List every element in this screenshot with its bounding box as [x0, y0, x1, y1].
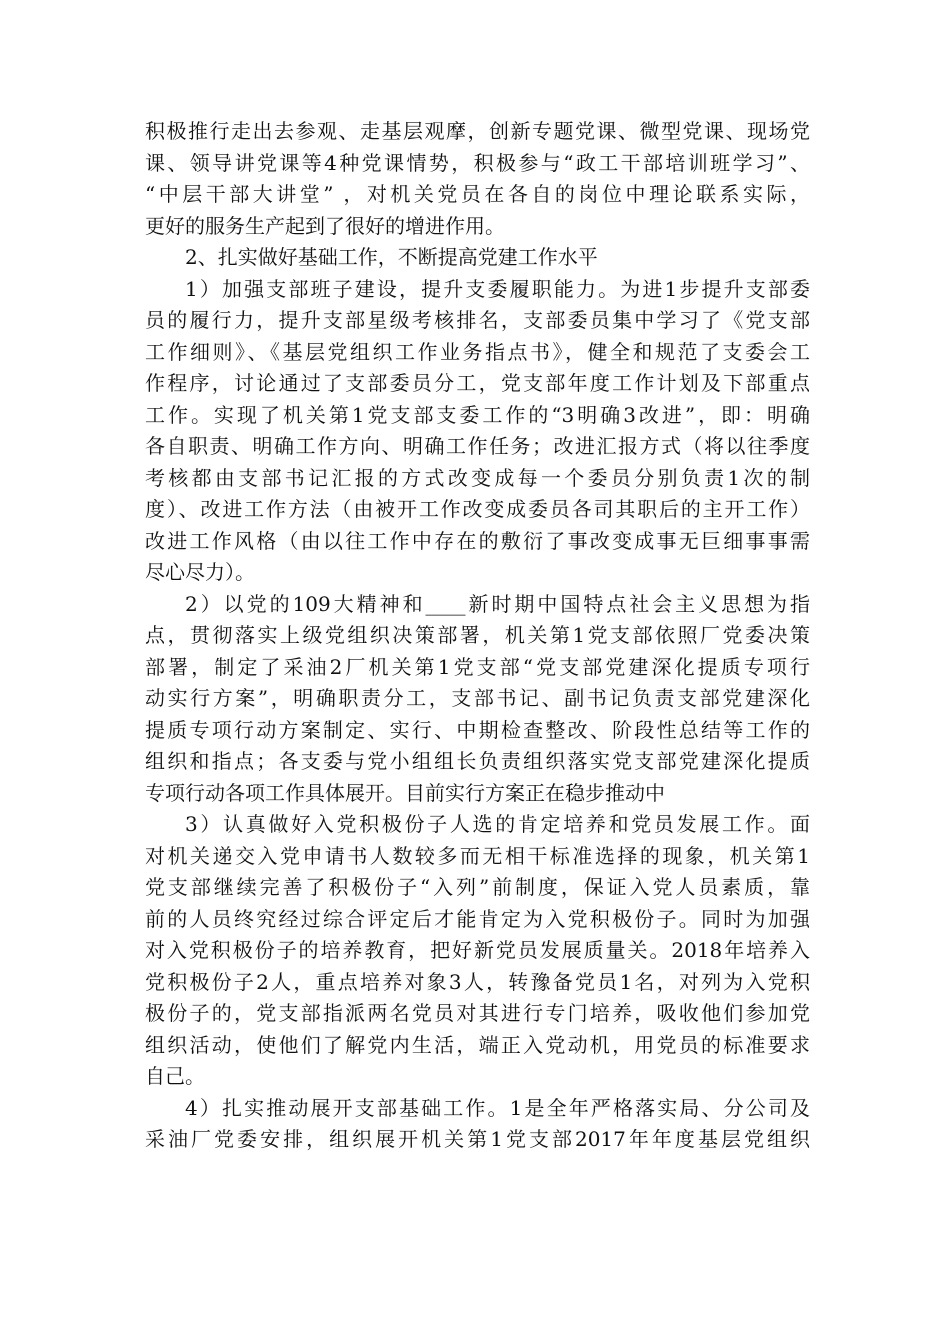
text-line: 党支部继续完善了积极份子“入列”前制度，保证入党人员素质，靠 [145, 875, 810, 899]
text-line: 提质专项行动方案制定、实行、中期检查整改、阶段性总结等工作的 [145, 717, 810, 742]
text-line: 前的人员终究经过综合评定后才能肯定为入党积极份子。同时为加强 [145, 906, 810, 931]
text-line: 度）、改进工作方法（由被开工作改变成委员各司其职后的主开工作） [145, 497, 810, 521]
text-line: 1）加强支部班子建设，提升支委履职能力。为进1步提升支部委 [185, 276, 810, 301]
text-line: 考核都由支部书记汇报的方式改变成每一个委员分别负责1次的制 [145, 465, 810, 490]
text-line: 工作。实现了机关第1党支部支委工作的“3明确3改进”，即：明确 [145, 402, 810, 427]
text-line: 自己。 [145, 1064, 205, 1088]
text-line: 极份子的，党支部指派两名党员对其进行专门培养，吸收他们参加党 [145, 1001, 810, 1025]
text-line: 4）扎实推动展开支部基础工作。1是全年严格落实局、分公司及 [185, 1095, 810, 1120]
text-line: 工作细则》、《基层党组织工作业务指点书》，健全和规范了支委会工 [145, 339, 810, 364]
text-line: 改进工作风格（由以往工作中存在的敷衍了事改变成事无巨细事事需 [145, 528, 810, 553]
text-line: 部署，制定了采油2厂机关第1党支部“党支部党建深化提质专项行 [145, 654, 810, 679]
document-body [145, 116, 810, 1156]
text-line: 课、领导讲党课等4种党课情势，积极参与“政工干部培训班学习”、 [145, 150, 810, 175]
text-line: 2、扎实做好基础工作，不断提高党建工作水平 [185, 245, 598, 269]
text-line: 点，贯彻落实上级党组织决策部署，机关第1党支部依照厂党委决策 [145, 623, 810, 647]
text-line: “中层干部大讲堂” ，对机关党员在各自的岗位中理论联系实际， [145, 182, 810, 206]
text-line: 各自职责、明确工作方向、明确工作任务；改进汇报方式（将以往季度 [145, 434, 810, 458]
text-line: 动实行方案”，明确职责分工，支部书记、副书记负责支部党建深化 [145, 686, 810, 710]
text-line: 员的履行力，提升支部星级考核排名，支部委员集中学习了《党支部 [145, 308, 810, 332]
text-line: 积极推行走出去参观、走基层观摩，创新专题党课、微型党课、现场党 [145, 119, 810, 143]
text-line: 组织活动，使他们了解党内生活，端正入党动机，用党员的标准要求 [145, 1032, 810, 1057]
text-line: 采油厂党委安排，组织展开机关第1党支部2017年年度基层党组织 [145, 1127, 810, 1151]
text-line: 尽心尽力）。 [145, 560, 255, 584]
text-line: 组织和指点；各支委与党小组组长负责组织落实党支部党建深化提质 [145, 749, 810, 773]
text-line: 更好的服务生产起到了很好的增进作用。 [145, 213, 505, 238]
text-line: 党积极份子2人，重点培养对象3人，转豫备党员1名，对列为入党积 [145, 969, 810, 994]
text-line: 专项行动各项工作具体展开。目前实行方案正在稳步推动中 [145, 780, 665, 805]
text-line: 作程序，讨论通过了支部委员分工，党支部年度工作计划及下部重点 [145, 371, 810, 395]
text-line: 对入党积极份子的培养教育，把好新党员发展质量关。2018年培养入 [145, 938, 810, 962]
text-line: 2）以党的109大精神和____新时期中国特点社会主义思想为指 [185, 591, 810, 616]
text-line: 对机关递交入党申请书人数较多而无相干标准选择的现象，机关第1 [145, 843, 810, 868]
text-line: 3）认真做好入党积极份子人选的肯定培养和党员发展工作。面 [185, 812, 810, 836]
